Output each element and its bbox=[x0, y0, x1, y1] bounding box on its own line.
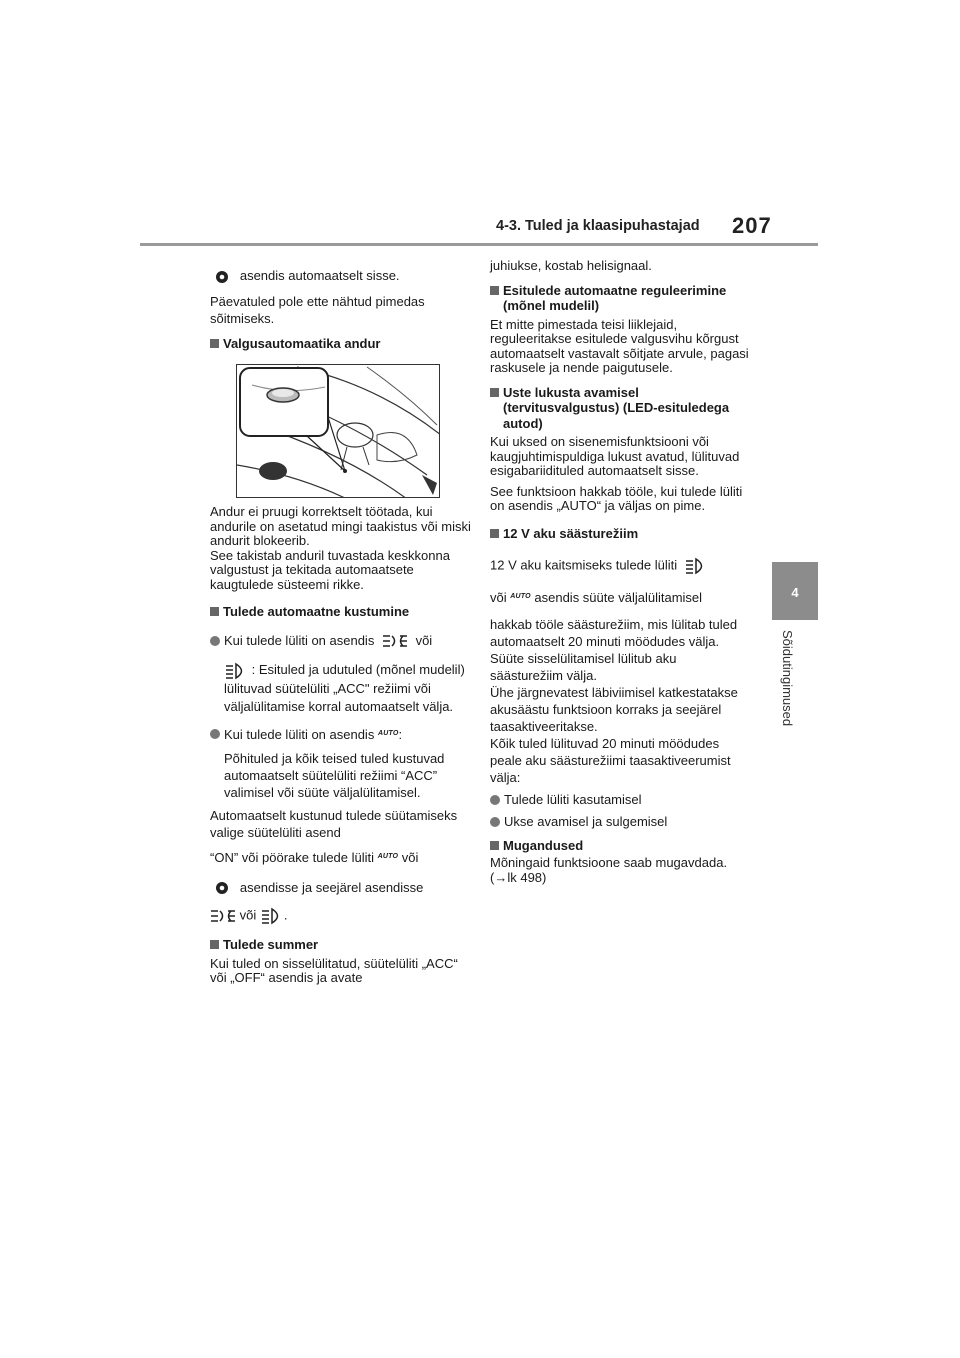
header-rule bbox=[140, 243, 818, 246]
auto-icon: AUTO bbox=[510, 593, 531, 600]
right-p3: Kui uksed on sisenemisfunktsiooni või kaugjuhtimispuldiga lukust avatud, lülituvad esigabariidituled automaatselt sisse. bbox=[490, 434, 740, 478]
left-p1: asendis automaatselt sisse. bbox=[210, 268, 472, 284]
bullet-1: Kui tulede lüliti on asendis või bbox=[210, 633, 472, 650]
chapter-number: 4 bbox=[791, 585, 799, 600]
parking-light-icon bbox=[215, 881, 229, 895]
parking-light-icon bbox=[215, 270, 229, 284]
right-p7: hakkab tööle säästurežiim, mis lülitab tuled automaatselt 20 minuti möödudes välja. Süüte sisselülitamisel lülitub aku säästurežiim välja. bbox=[490, 616, 738, 683]
heading-battery-saver: 12 V aku säästurežiim bbox=[490, 526, 752, 542]
right-bullet-2: Ukse avamisel ja sulgemisel bbox=[490, 814, 752, 830]
page-number: 207 bbox=[732, 213, 772, 238]
left-p6: asendisse ja seejärel asendisse bbox=[210, 880, 472, 896]
heading-customization: Mugandused bbox=[490, 838, 752, 854]
headlight-icon bbox=[224, 662, 248, 680]
bullet-2-text: Põhituled ja kõik teised tuled kustuvad automaatselt süütelüliti režiimi “ACC” valimisel või süüte väljalülitamisel. bbox=[224, 751, 445, 801]
headlight-icon bbox=[260, 907, 284, 925]
chapter-label-wrap bbox=[781, 630, 809, 750]
heading-light-sensor: Valgusautomaatika andur bbox=[210, 336, 472, 352]
auto-icon: AUTO bbox=[377, 853, 399, 861]
tail-light-icon bbox=[382, 633, 408, 649]
dashboard-sensor-drawing bbox=[237, 365, 440, 498]
arrow-icon: → bbox=[494, 869, 508, 885]
right-p4: See funktsioon hakkab tööle, kui tulede lüliti on asendis „AUTO“ ja väljas on pime. bbox=[490, 483, 743, 513]
right-p8: Ühe järgnevatest läbiviimisel katkestatakse akusäästu funktsioon korraks ja seejärel taasaktiveeritakse. bbox=[490, 684, 738, 734]
left-p3a: Andur ei pruugi korrektselt töötada, kui andurile on asetatud mingi taakistus või miski andurit blokeerib. bbox=[210, 504, 471, 549]
left-p7: või . bbox=[210, 907, 472, 925]
right-column bbox=[490, 258, 752, 885]
chapter-label: Sõidutingimused bbox=[780, 630, 795, 727]
headlight-icon bbox=[684, 557, 708, 575]
sensor-illustration bbox=[236, 364, 440, 498]
bullet-2: Kui tulede lüliti on asendis $^{AUTO}$: bbox=[210, 726, 472, 743]
right-p10: Mõningaid funktsioone saab mugavdada. (→lk 498) bbox=[490, 855, 728, 885]
heading-welcome-light: Uste lukusta avamisel (tervitusvalgustus) (LED-esituledega autod) bbox=[490, 385, 752, 432]
heading-auto-off: Tulede automaatne kustumine bbox=[210, 604, 472, 620]
right-p6: või $^{AUTO}$ asendis süüte väljalülitamisel bbox=[490, 590, 703, 605]
left-p5: “ON” või pöörake tulede lüliti $^{AUTO}$ või bbox=[210, 850, 419, 866]
right-p5: 12 V aku kaitsmiseks tulede lüliti bbox=[490, 557, 752, 575]
bullet-1-text: : Esituled ja udutuled (mõnel mudelil) lülituvad süütelüliti „ACC" režiimi või väljalülitamise korral automaatselt välja. bbox=[224, 662, 465, 714]
tail-light-icon bbox=[210, 908, 236, 924]
right-bullet-1: Tulede lüliti kasutamisel bbox=[490, 792, 752, 808]
heading-buzzer: Tulede summer bbox=[210, 937, 472, 953]
left-p2: Päevatuled pole ette nähtud pimedas sõitmiseks. bbox=[210, 293, 425, 326]
auto-icon: AUTO bbox=[377, 729, 399, 737]
left-p4: Automaatselt kustunud tulede süütamiseks valige süütelüliti asend bbox=[210, 808, 458, 841]
left-p3b: See takistab anduril tuvastada keskkonna valgustust ja tekitada automaatsete kaugtulede süsteemi rikke. bbox=[210, 547, 450, 592]
left-p8: Kui tuled on sisselülitatud, süütelüliti „ACC“ või „OFF“ asendis ja avate bbox=[210, 955, 458, 986]
heading-headlight-leveling: Esitulede automaatne reguleerimine (mõnel mudelil) bbox=[490, 283, 752, 314]
right-p9: Kõik tuled lülituvad 20 minuti möödudes peale aku säästurežiimi taasaktiveerumist välja: bbox=[490, 735, 731, 785]
right-p2: Et mitte pimestada teisi liiklejaid, reguleeritakse esitulede valgusvihu kõrgust automaatselt vastavalt sõitjate arvule, pagasi raskusele ja nende paigutusele. bbox=[490, 316, 749, 375]
section-title: 4-3. Tuled ja klaasipuhastajad bbox=[496, 218, 700, 234]
right-p1: juhiukse, kostab helisignaal. bbox=[490, 258, 652, 273]
